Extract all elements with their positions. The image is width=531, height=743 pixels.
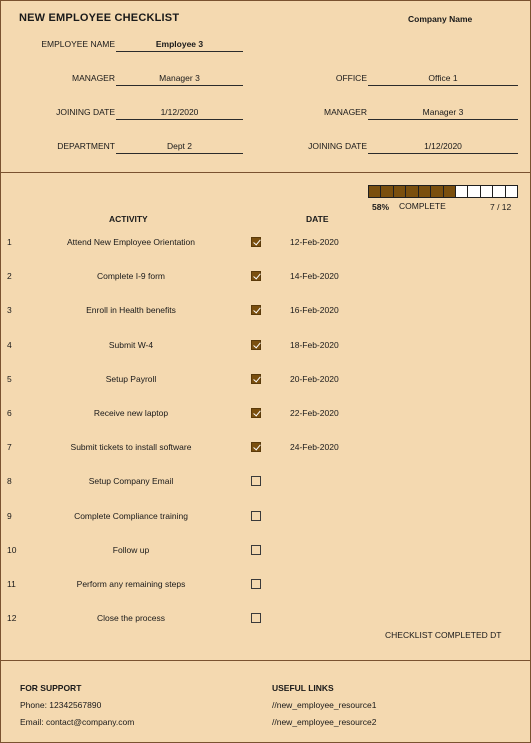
- page-title: NEW EMPLOYEE CHECKLIST: [19, 12, 180, 24]
- row-number: 12: [7, 613, 17, 623]
- progress-segment-filled: [406, 186, 418, 197]
- links-title: USEFUL LINKS: [272, 683, 334, 693]
- activity-name: Perform any remaining steps: [76, 579, 186, 589]
- joining-date-right-field[interactable]: 1/12/2020: [368, 140, 518, 154]
- activity-name: Close the process: [96, 613, 166, 623]
- row-number: 11: [7, 579, 16, 589]
- support-email[interactable]: Email: contact@company.com: [20, 717, 135, 727]
- unchecked-checkbox[interactable]: [251, 511, 261, 521]
- resource-link-2[interactable]: //new_employee_resource2: [272, 717, 377, 727]
- joining-date-right-label: JOINING DATE: [308, 141, 367, 151]
- row-number: 7: [7, 442, 12, 452]
- row-number: 3: [7, 305, 12, 315]
- manager-right-field[interactable]: Manager 3: [368, 106, 518, 120]
- activity-name: Setup Company Email: [88, 476, 174, 486]
- employee-name-field[interactable]: Employee 3: [116, 38, 243, 52]
- header-divider: [1, 172, 530, 173]
- progress-segment-empty: [506, 186, 517, 197]
- progress-segment-empty: [481, 186, 493, 197]
- row-number: 10: [7, 545, 17, 555]
- checked-checkbox[interactable]: [251, 374, 261, 384]
- activity-date: 12-Feb-2020: [290, 237, 339, 247]
- employee-name-label: EMPLOYEE NAME: [41, 39, 115, 49]
- row-number: 6: [7, 408, 12, 418]
- progress-segment-filled: [444, 186, 456, 197]
- resource-link-1[interactable]: //new_employee_resource1: [272, 700, 377, 710]
- checked-checkbox[interactable]: [251, 442, 261, 452]
- checked-checkbox[interactable]: [251, 271, 261, 281]
- checked-checkbox[interactable]: [251, 237, 261, 247]
- progress-segment-filled: [369, 186, 381, 197]
- checked-checkbox[interactable]: [251, 408, 261, 418]
- progress-percent: 58%: [372, 202, 390, 212]
- activity-date: 14-Feb-2020: [290, 271, 339, 281]
- activity-name: Complete I-9 form: [96, 271, 166, 281]
- progress-bar: [368, 185, 518, 198]
- unchecked-checkbox[interactable]: [251, 613, 261, 623]
- checked-checkbox[interactable]: [251, 305, 261, 315]
- activity-date: 20-Feb-2020: [290, 374, 339, 384]
- row-number: 4: [7, 340, 12, 350]
- progress-complete-label: COMPLETE: [399, 201, 446, 211]
- activity-date: 16-Feb-2020: [290, 305, 339, 315]
- activity-date: 22-Feb-2020: [290, 408, 339, 418]
- checked-checkbox[interactable]: [251, 340, 261, 350]
- manager-field[interactable]: Manager 3: [116, 72, 243, 86]
- row-number: 2: [7, 271, 12, 281]
- activity-date: 24-Feb-2020: [290, 442, 339, 452]
- activity-date: 18-Feb-2020: [290, 340, 339, 350]
- joining-date-field[interactable]: 1/12/2020: [116, 106, 243, 120]
- unchecked-checkbox[interactable]: [251, 579, 261, 589]
- activity-name: Submit W-4: [108, 340, 154, 350]
- department-label: DEPARTMENT: [57, 141, 115, 151]
- progress-segment-empty: [493, 186, 505, 197]
- manager-right-label: MANAGER: [324, 107, 367, 117]
- progress-segment-empty: [456, 186, 468, 197]
- activity-name: Setup Payroll: [105, 374, 157, 384]
- activity-header: ACTIVITY: [109, 214, 148, 224]
- progress-segment-empty: [468, 186, 480, 197]
- progress-segment-filled: [431, 186, 443, 197]
- unchecked-checkbox[interactable]: [251, 476, 261, 486]
- row-number: 8: [7, 476, 12, 486]
- row-number: 1: [7, 237, 12, 247]
- activity-name: Attend New Employee Orientation: [66, 237, 196, 247]
- progress-count: 7 / 12: [490, 202, 512, 212]
- activity-name: Follow up: [112, 545, 150, 555]
- activity-name: Enroll in Health benefits: [86, 305, 176, 315]
- activity-name: Complete Compliance training: [74, 511, 188, 521]
- support-title: FOR SUPPORT: [20, 683, 82, 693]
- footer-divider: [1, 660, 530, 661]
- department-field[interactable]: Dept 2: [116, 140, 243, 154]
- joining-date-label: JOINING DATE: [56, 107, 115, 117]
- activity-name: Receive new laptop: [93, 408, 169, 418]
- row-number: 5: [7, 374, 12, 384]
- activity-name: Submit tickets to install software: [70, 442, 192, 452]
- progress-segment-filled: [394, 186, 406, 197]
- progress-segment-filled: [381, 186, 393, 197]
- row-number: 9: [7, 511, 12, 521]
- office-field[interactable]: Office 1: [368, 72, 518, 86]
- checklist-completed-label: CHECKLIST COMPLETED DT: [385, 630, 502, 640]
- unchecked-checkbox[interactable]: [251, 545, 261, 555]
- date-header: DATE: [306, 214, 329, 224]
- manager-label: MANAGER: [72, 73, 115, 83]
- office-label: OFFICE: [335, 73, 367, 83]
- company-name: Company Name: [408, 14, 473, 24]
- support-phone: Phone: 12342567890: [20, 700, 102, 710]
- progress-segment-filled: [419, 186, 431, 197]
